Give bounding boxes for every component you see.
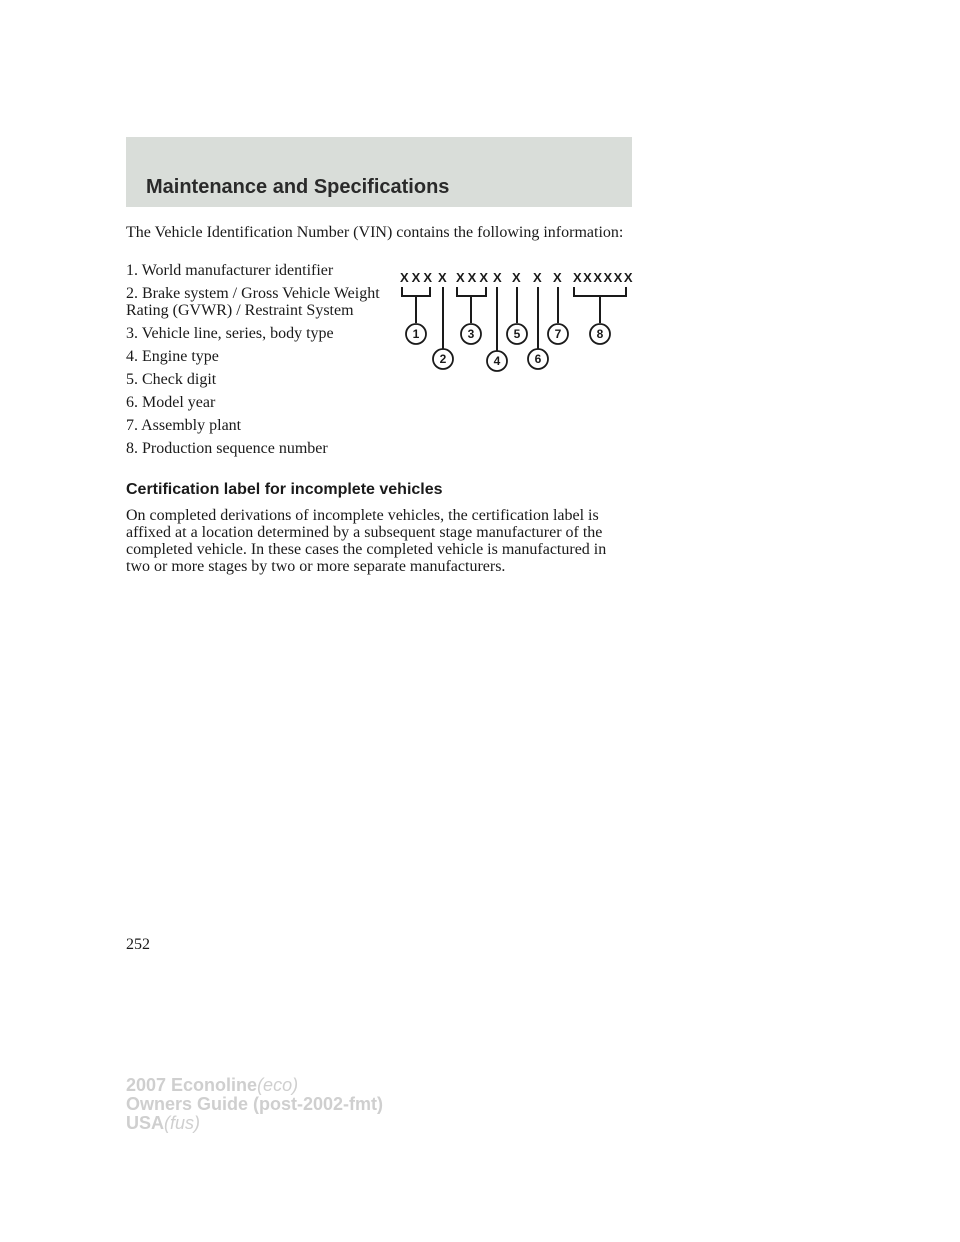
vin-group-8: XXXXXX [573, 270, 635, 285]
certification-body: On completed derivations of incomplete vehicles, the certification label is affixed at a location determined by a subsequent stage manufacturer of the completed vehicle. In these cases the completed vehicle is manufactured in two or more stages by two or more separate manufacturers. [126, 507, 607, 575]
document-footer [126, 1076, 383, 1133]
callout-number-3: 3 [467, 327, 475, 341]
section-title: Maintenance and Specifications [146, 176, 450, 198]
list-item: 1. World manufacturer identifier [126, 262, 334, 279]
page-number: 252 [126, 936, 150, 953]
footer-line-1 [126, 1076, 383, 1095]
callout-number-6: 6 [534, 352, 542, 366]
footer-guide: Owners Guide (post-2002-fmt) [126, 1094, 384, 1114]
callout-number-1: 1 [412, 327, 420, 341]
footer-line-3 [126, 1114, 383, 1133]
certification-heading: Certification label for incomplete vehicles [126, 481, 443, 498]
list-item: 8. Production sequence number [126, 440, 328, 457]
vin-group-4: X [493, 270, 502, 285]
vin-group-1: XXX [400, 270, 436, 285]
vin-group-6: X [533, 270, 542, 285]
list-item: 4. Engine type [126, 348, 219, 365]
footer-model: 2007 Econoline [126, 1075, 258, 1095]
bracket-3 [457, 287, 486, 296]
callout-number-2: 2 [439, 352, 447, 366]
callout-number-7: 7 [554, 327, 562, 341]
footer-market-code: (fus) [164, 1113, 201, 1133]
bracket-1 [402, 287, 430, 296]
callout-number-4: 4 [493, 354, 501, 368]
list-item: 5. Check digit [126, 371, 217, 388]
callout-number-8: 8 [596, 327, 604, 341]
vin-group-2: X [438, 270, 447, 285]
vin-group-3: XXX [456, 270, 492, 285]
vin-group-5: X [512, 270, 521, 285]
list-item: 3. Vehicle line, series, body type [126, 325, 334, 342]
list-item: 6. Model year [126, 394, 216, 411]
list-item: 2. Brake system / Gross Vehicle Weight Rating (GVWR) / Restraint System [126, 285, 380, 319]
vin-callout-circles [406, 324, 610, 371]
vin-group-7: X [553, 270, 562, 285]
callout-number-5: 5 [513, 327, 521, 341]
footer-model-code: (eco) [257, 1075, 299, 1095]
vin-diagram [396, 268, 636, 378]
vin-intro-text: The Vehicle Identification Number (VIN) contains the following information: [126, 224, 624, 241]
vin-component-list [126, 262, 386, 463]
bracket-8 [574, 287, 626, 296]
footer-line-2 [126, 1095, 383, 1114]
list-item: 7. Assembly plant [126, 417, 242, 434]
footer-market: USA [126, 1113, 165, 1133]
